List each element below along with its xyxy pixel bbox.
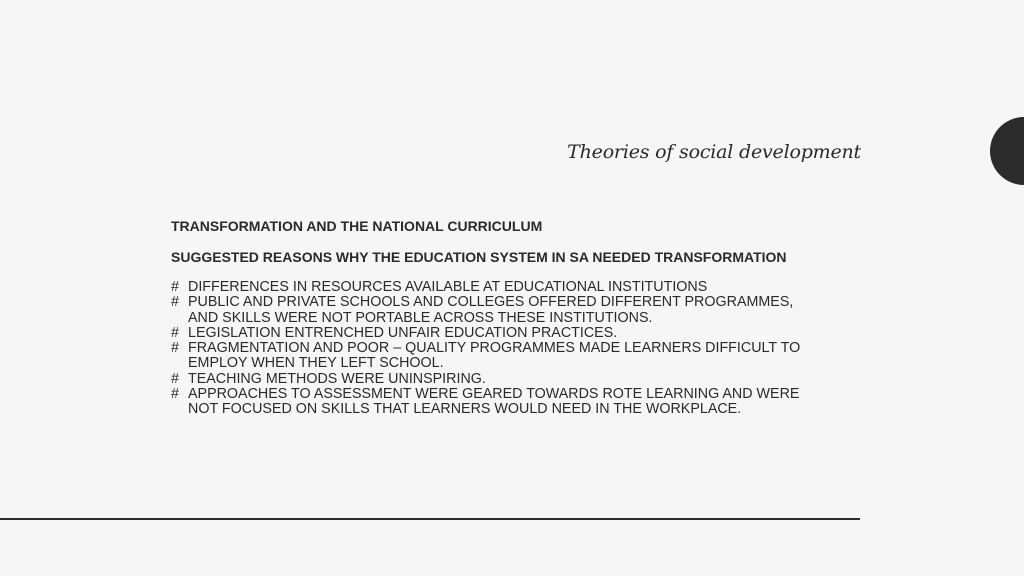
- list-item-text: DIFFERENCES IN RESOURCES AVAILABLE AT EDUCATIONAL INSTITUTIONS: [188, 279, 708, 295]
- list-item: [171, 326, 851, 341]
- list-item: [171, 295, 851, 326]
- decorative-circle: [990, 117, 1024, 185]
- list-item: [171, 387, 851, 418]
- list-item-text: APPROACHES TO ASSESSMENT WERE GEARED TOWARDS ROTE LEARNING AND WERE NOT FOCUSED ON SKILLS THAT LEARNERS WOULD NEED IN THE WORKPLACE.: [188, 386, 800, 418]
- list-item-text: PUBLIC AND PRIVATE SCHOOLS AND COLLEGES OFFERED DIFFERENT PROGRAMMES, AND SKILLS WERE NOT PORTABLE ACROSS THESE INSTITUTIONS.: [188, 294, 794, 326]
- slide-content: [171, 218, 851, 418]
- list-item-text: TEACHING METHODS WERE UNINSPIRING.: [188, 370, 486, 387]
- reasons-list: [171, 280, 851, 418]
- list-item: [171, 372, 851, 387]
- hash-bullet-icon: #: [171, 324, 179, 341]
- hash-bullet-icon: #: [171, 370, 179, 387]
- slide-title: Theories of social development: [567, 141, 861, 163]
- list-item-text: LEGISLATION ENTRENCHED UNFAIR EDUCATION PRACTICES.: [188, 324, 618, 341]
- hash-bullet-icon: #: [171, 386, 179, 403]
- list-item: [171, 280, 851, 295]
- hash-bullet-icon: #: [171, 294, 179, 311]
- hash-bullet-icon: #: [171, 340, 179, 357]
- hash-bullet-icon: #: [171, 279, 179, 295]
- list-item: [171, 341, 851, 372]
- section-heading: TRANSFORMATION AND THE NATIONAL CURRICULUM: [171, 218, 543, 234]
- bottom-divider: [0, 518, 860, 520]
- list-item-text: FRAGMENTATION AND POOR – QUALITY PROGRAMMES MADE LEARNERS DIFFICULT TO EMPLOY WHEN THEY LEFT SCHOOL.: [188, 340, 801, 372]
- section-subheading: SUGGESTED REASONS WHY THE EDUCATION SYSTEM IN SA NEEDED TRANSFORMATION: [171, 249, 787, 265]
